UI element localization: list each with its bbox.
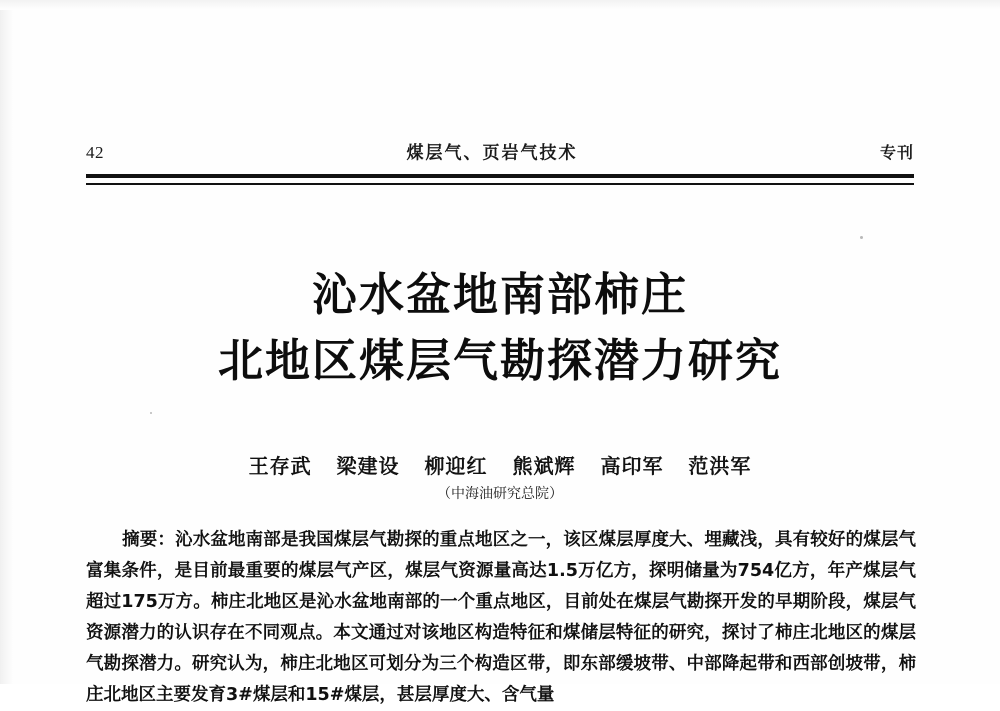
scan-edge-top — [0, 0, 1000, 10]
author-3: 柳迎红 — [424, 454, 488, 478]
author-2: 梁建设 — [336, 454, 400, 478]
running-head-title: 煤层气、页岩气技术 — [406, 142, 578, 164]
running-head — [86, 138, 914, 164]
article-title-line-1: 沁水盆地南部柿庄 — [311, 268, 688, 321]
header-rule-thin — [86, 183, 914, 185]
author-5: 高印军 — [600, 454, 664, 478]
running-head-issue: 专刊 — [879, 143, 914, 162]
scan-speck — [860, 236, 863, 239]
header-rule-thick — [86, 174, 914, 178]
abstract-text: 沁水盆地南部是我国煤层气勘探的重点地区之一，该区煤层厚度大、埋藏浅，具有较好的煤层气富集条件，是目前最重要的煤层气产区，煤层气资源量高达1.5万亿方，探明储量为754亿方，年产煤层气超过175万方。柿庄北地区是沁水盆地南部的一个重点地区，目前处在煤层气勘探开发的早期阶段，煤层气资源潜力的认识存在不同观点。本文通过对该地区构造特征和煤储层特征的研究，探讨了柿庄北地区的煤层气勘探潜力。研究认为，柿庄北地区可划分为三个构造区带，即东部缓坡带、中部降起带和西部创坡带，柿庄北地区主要发育3#煤层和15#煤层，甚层厚度大、含气量 — [86, 530, 916, 705]
author-4: 熊斌辉 — [512, 454, 576, 478]
article-title — [0, 262, 1000, 394]
author-list — [0, 450, 1000, 479]
author-6: 范洪军 — [688, 454, 752, 478]
page-number: 42 — [86, 143, 104, 162]
abstract-label: 摘要： — [122, 530, 176, 550]
scan-speck — [150, 412, 152, 414]
abstract-paragraph — [86, 525, 916, 711]
author-1: 王存武 — [248, 454, 312, 478]
author-affiliation: （中海油研究总院） — [437, 486, 563, 502]
article-title-line-2: 北地区煤层气勘探潜力研究 — [217, 334, 782, 387]
